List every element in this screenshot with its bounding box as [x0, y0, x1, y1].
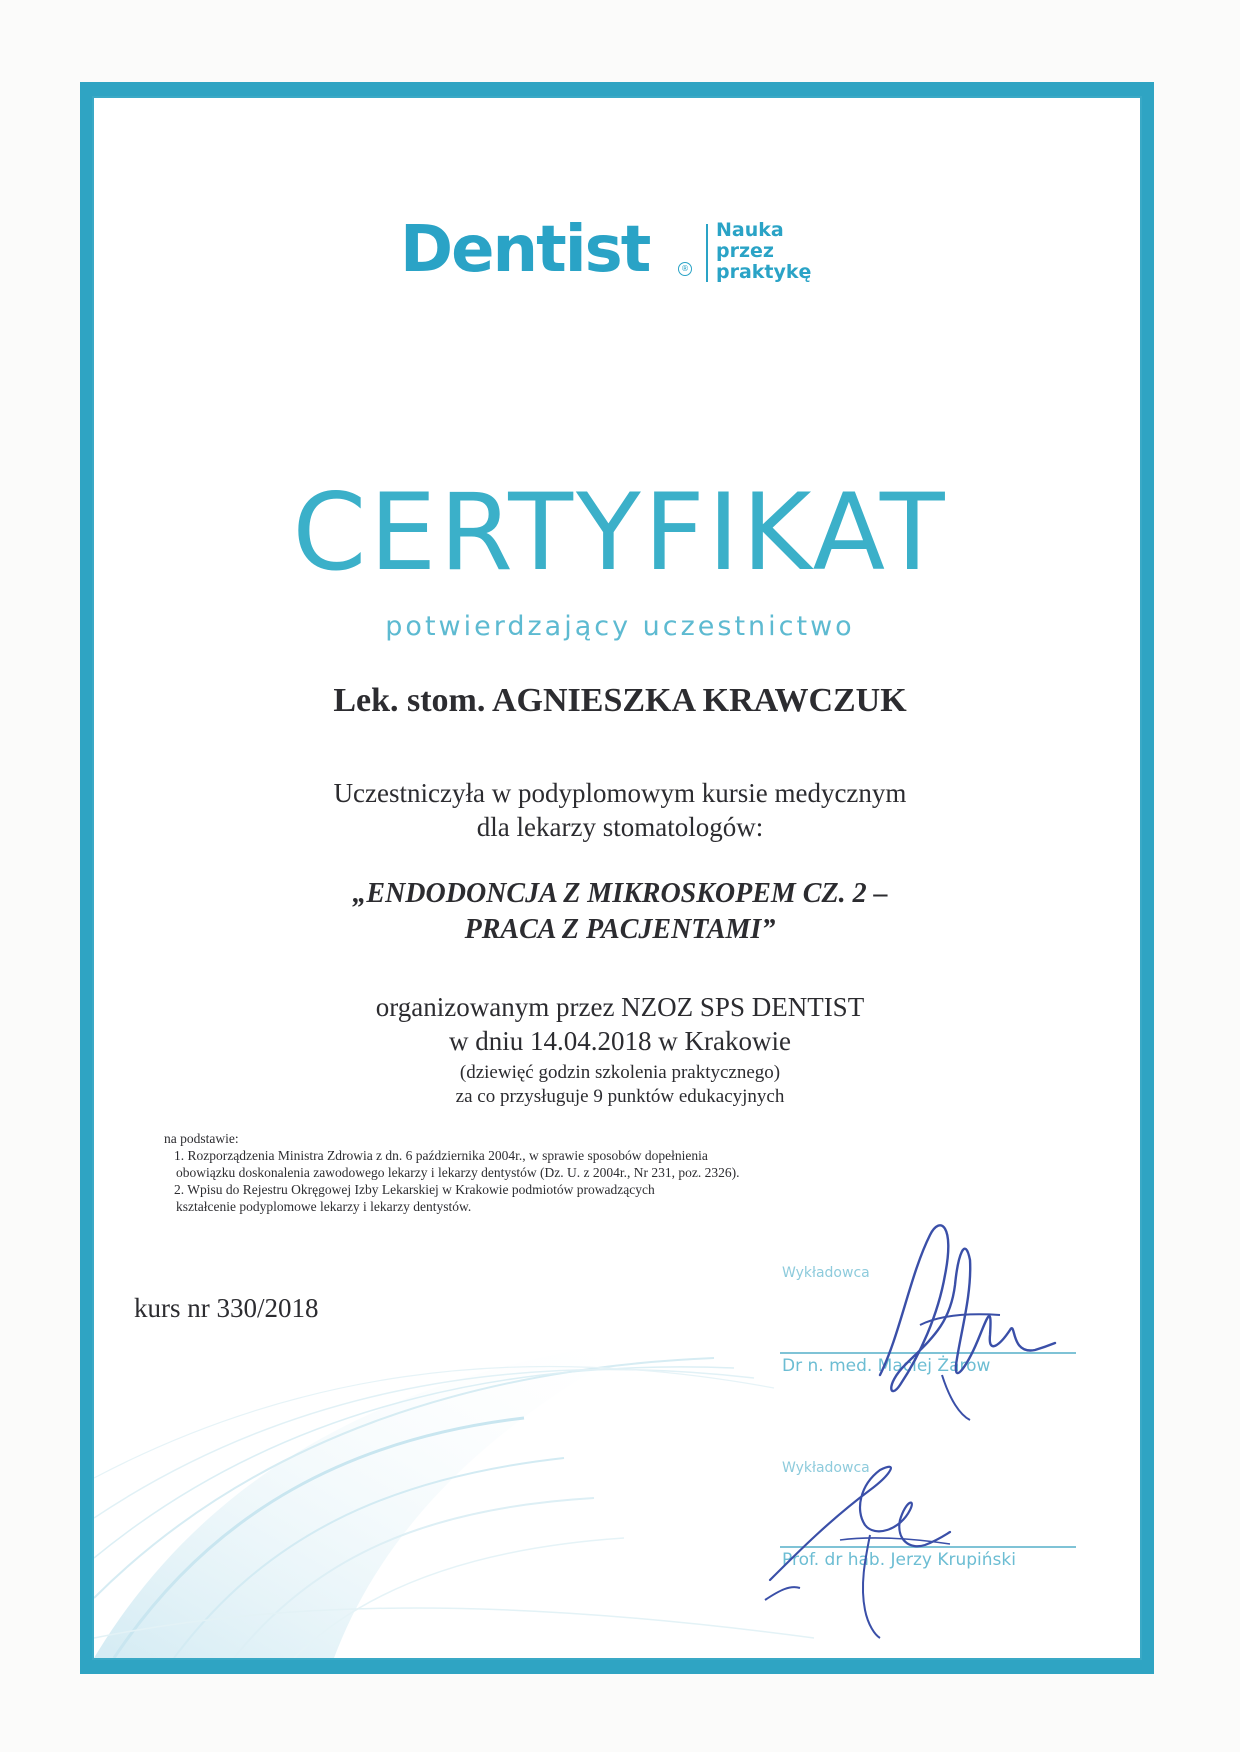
lecturer-label: Wykładowca: [782, 1265, 870, 1281]
logo-tagline-line: praktykę: [716, 261, 812, 283]
legal-basis-item: obowiązku doskonalenia zawodowego lekarzy i lekarzy dentystów (Dz. U. z 2004r., Nr 231, poz. 2326).: [176, 1165, 740, 1180]
course-title: PRACA Z PACJENTAMI”: [464, 914, 776, 945]
logo-wordmark: Dentist: [400, 213, 650, 287]
legal-basis-item: kształcenie podyplomowe lekarzy i lekarzy dentystów.: [176, 1199, 472, 1214]
logo-tagline: [716, 220, 811, 283]
certificate-title: CERTYFIKAT: [292, 471, 948, 594]
lecturer-name: Prof. dr hab. Jerzy Krupiński: [782, 1550, 1016, 1570]
signature-line: [780, 1546, 1076, 1548]
intro-line: Uczestniczyła w podyplomowym kursie medycznym: [333, 778, 907, 808]
points-line: za co przysługuje 9 punktów edukacyjnych: [455, 1086, 785, 1107]
course-number: kurs nr 330/2018: [134, 1293, 319, 1323]
logo-tagline-line: Nauka: [716, 219, 784, 241]
legal-basis-item: 2. Wpisu do Rejestru Okręgowej Izby Lekarskiej w Krakowie podmiotów prowadzących: [174, 1182, 655, 1197]
logo-tagline-line: przez: [716, 240, 774, 262]
course-title: „ENDODONCJA Z MIKROSKOPEM CZ. 2 –: [352, 878, 888, 909]
logo-divider: [706, 224, 708, 282]
organizer-line: organizowanym przez NZOZ SPS DENTIST: [375, 992, 865, 1022]
certificate-subtitle: potwierdzający uczestnictwo: [385, 611, 855, 642]
dentist-logo: [400, 210, 840, 290]
intro-line: dla lekarzy stomatologów:: [476, 812, 764, 842]
hours-line: (dziewięć godzin szkolenia praktycznego): [459, 1062, 781, 1083]
legal-basis: [164, 1130, 924, 1215]
legal-basis-item: 1. Rozporządzenia Ministra Zdrowia z dn. 6 października 2004r., w sprawie sposobów dopełnienia: [174, 1148, 708, 1163]
recipient-name: Lek. stom. AGNIESZKA KRAWCZUK: [333, 682, 907, 719]
signature-line: [780, 1352, 1076, 1354]
registered-mark: ®: [678, 262, 692, 276]
lecturer-label: Wykładowca: [782, 1460, 870, 1476]
date-line: w dniu 14.04.2018 w Krakowie: [449, 1026, 791, 1056]
lecturer-name: Dr n. med. Maciej Żarow: [782, 1356, 991, 1376]
legal-basis-heading: na podstawie:: [164, 1131, 239, 1146]
